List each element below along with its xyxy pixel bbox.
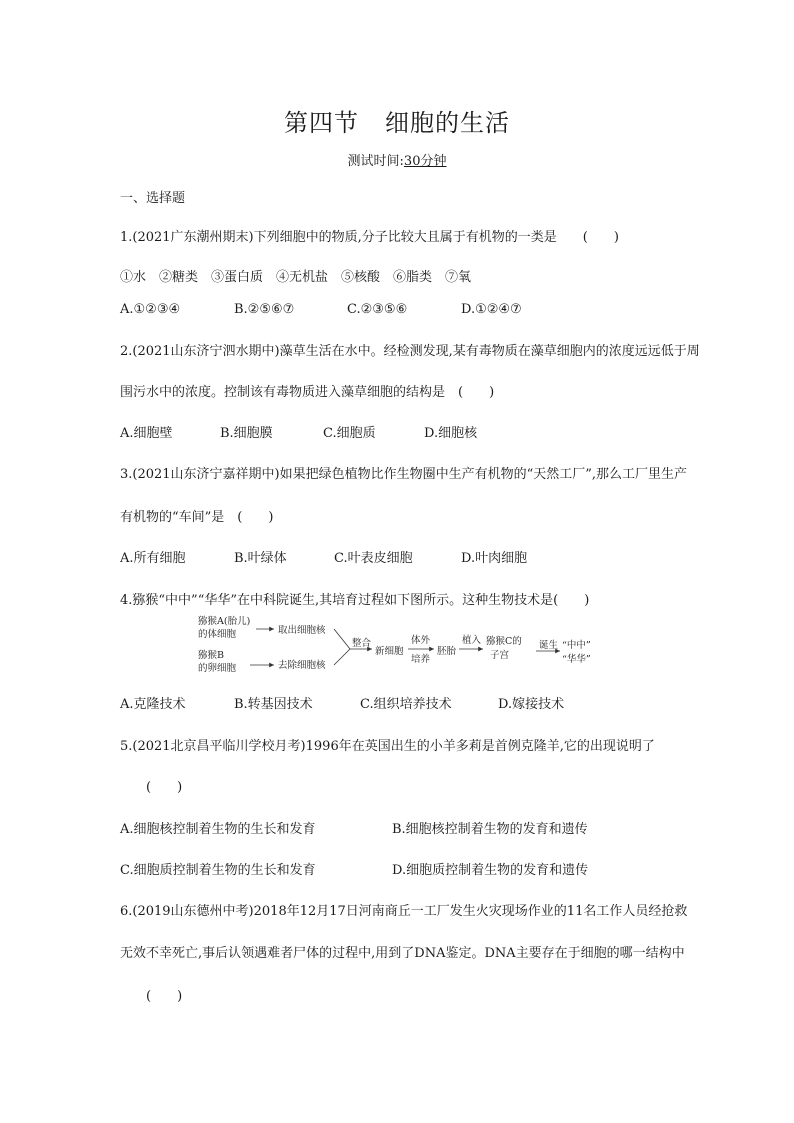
question-1-items: ①水 ②糖类 ③蛋白质 ④无机盐 ⑤核酸 ⑥脂类 ⑦氧 xyxy=(120,270,472,285)
question-6-line-1: 6.(2019山东德州中考)2018年12月17日河南商丘一工厂发生火灾现场作业的11名工作人员经抢救 xyxy=(120,904,688,919)
merge-line-bottom xyxy=(334,649,350,665)
birth-label: 诞生 xyxy=(539,640,559,651)
question-1-option-a: A.①②③④ xyxy=(120,302,181,317)
page-title xyxy=(0,103,794,138)
question-2-option-a: A.细胞壁 xyxy=(120,426,173,441)
test-time xyxy=(0,150,794,169)
question-4-option-a: A.克隆技术 xyxy=(120,697,186,712)
monkey-c-label-line-1: 猕猴C的 xyxy=(486,636,522,647)
extract-nucleus-label: 取出细胞核 xyxy=(278,625,326,636)
question-1-option-d: D.①②④⑦ xyxy=(461,302,522,317)
title-topic: 细胞的生活 xyxy=(385,109,510,137)
offspring-name-2: “华华” xyxy=(562,654,591,665)
monkey-c-label-line-2: 子宫 xyxy=(490,650,510,661)
embryo-label: 胚胎 xyxy=(437,646,457,657)
question-3-line-2: 有机物的“车间”是 ( ) xyxy=(120,510,274,525)
question-5-option-c: C.细胞质控制着生物的生长和发育 xyxy=(120,863,316,878)
culture-label-top: 体外 xyxy=(411,635,431,646)
monkey-a-label-line-2: 的体细胞 xyxy=(198,629,237,640)
test-time-label: 测试时间: xyxy=(347,154,404,169)
question-4-option-c: C.组织培养技术 xyxy=(360,697,452,712)
question-1-option-c: C.②③⑤⑥ xyxy=(347,302,408,317)
question-3-option-c: C.叶表皮细胞 xyxy=(334,551,413,566)
question-5-line-1: 5.(2021北京昌平临川学校月考)1996年在英国出生的小羊多莉是首例克隆羊,它的出现说明了 xyxy=(120,739,655,754)
question-6-line-2: 无效不幸死亡,事后认领遇难者尸体的过程中,用到了DNA鉴定。DNA主要存在于细胞的哪一结构中 xyxy=(120,946,685,961)
section-heading: 一、选择题 xyxy=(120,191,186,206)
implant-label: 植入 xyxy=(462,635,482,646)
test-time-value: 30分钟 xyxy=(403,154,447,169)
monkey-b-label-line-2: 的卵细胞 xyxy=(198,663,237,674)
question-2-option-d: D.细胞核 xyxy=(424,426,478,441)
question-4-stem: 4.猕猴“中中”“华华”在中科院诞生,其培育过程如下图所示。这种生物技术是( ) xyxy=(120,593,590,608)
question-2-line-1: 2.(2021山东济宁泗水期中)藻草生活在水中。经检测发现,某有毒物质在藻草细胞内的浓度远远低于周 xyxy=(120,344,700,359)
question-4-option-b: B.转基因技术 xyxy=(234,697,313,712)
question-1-stem: 1.(2021广东潮州期末)下列细胞中的物质,分子比较大且属于有机物的一类是 ( ) xyxy=(120,230,619,245)
question-2-line-2: 围污水中的浓度。控制该有毒物质进入藻草细胞的结构是 ( ) xyxy=(120,385,495,400)
monkey-a-label-line-1: 猕猴A(胎儿) xyxy=(198,616,251,627)
question-3-option-b: B.叶绿体 xyxy=(234,551,287,566)
question-5-line-2: ( ) xyxy=(146,780,183,795)
question-2-option-c: C.细胞质 xyxy=(323,426,376,441)
question-4-option-d: D.嫁接技术 xyxy=(498,697,565,712)
question-3-line-1: 3.(2021山东济宁嘉祥期中)如果把绿色植物比作生物圈中生产有机物的“天然工厂”,那么工厂里生产 xyxy=(120,467,688,482)
title-section-number: 第四节 xyxy=(284,109,359,137)
question-1-option-b: B.②⑤⑥⑦ xyxy=(234,302,295,317)
new-cell-label: 新细胞 xyxy=(375,646,404,657)
question-5-option-b: B.细胞核控制着生物的发育和遗传 xyxy=(392,822,588,837)
offspring-name-1: “中中” xyxy=(562,640,591,651)
question-3-option-a: A.所有细胞 xyxy=(120,551,186,566)
question-3-option-d: D.叶肉细胞 xyxy=(461,551,528,566)
question-2-option-b: B.细胞膜 xyxy=(220,426,273,441)
question-6-line-3: ( ) xyxy=(146,989,183,1004)
question-5-option-d: D.细胞质控制着生物的发育和遗传 xyxy=(392,863,589,878)
culture-label-bottom: 培养 xyxy=(411,654,431,665)
question-5-option-a: A.细胞核控制着生物的生长和发育 xyxy=(120,822,316,837)
merge-label: 整合 xyxy=(352,638,372,649)
merge-line-top xyxy=(334,629,350,649)
remove-nucleus-label: 去除细胞核 xyxy=(278,660,326,671)
cloning-process-diagram xyxy=(196,613,626,675)
monkey-b-label-line-1: 猕猴B xyxy=(198,650,224,661)
